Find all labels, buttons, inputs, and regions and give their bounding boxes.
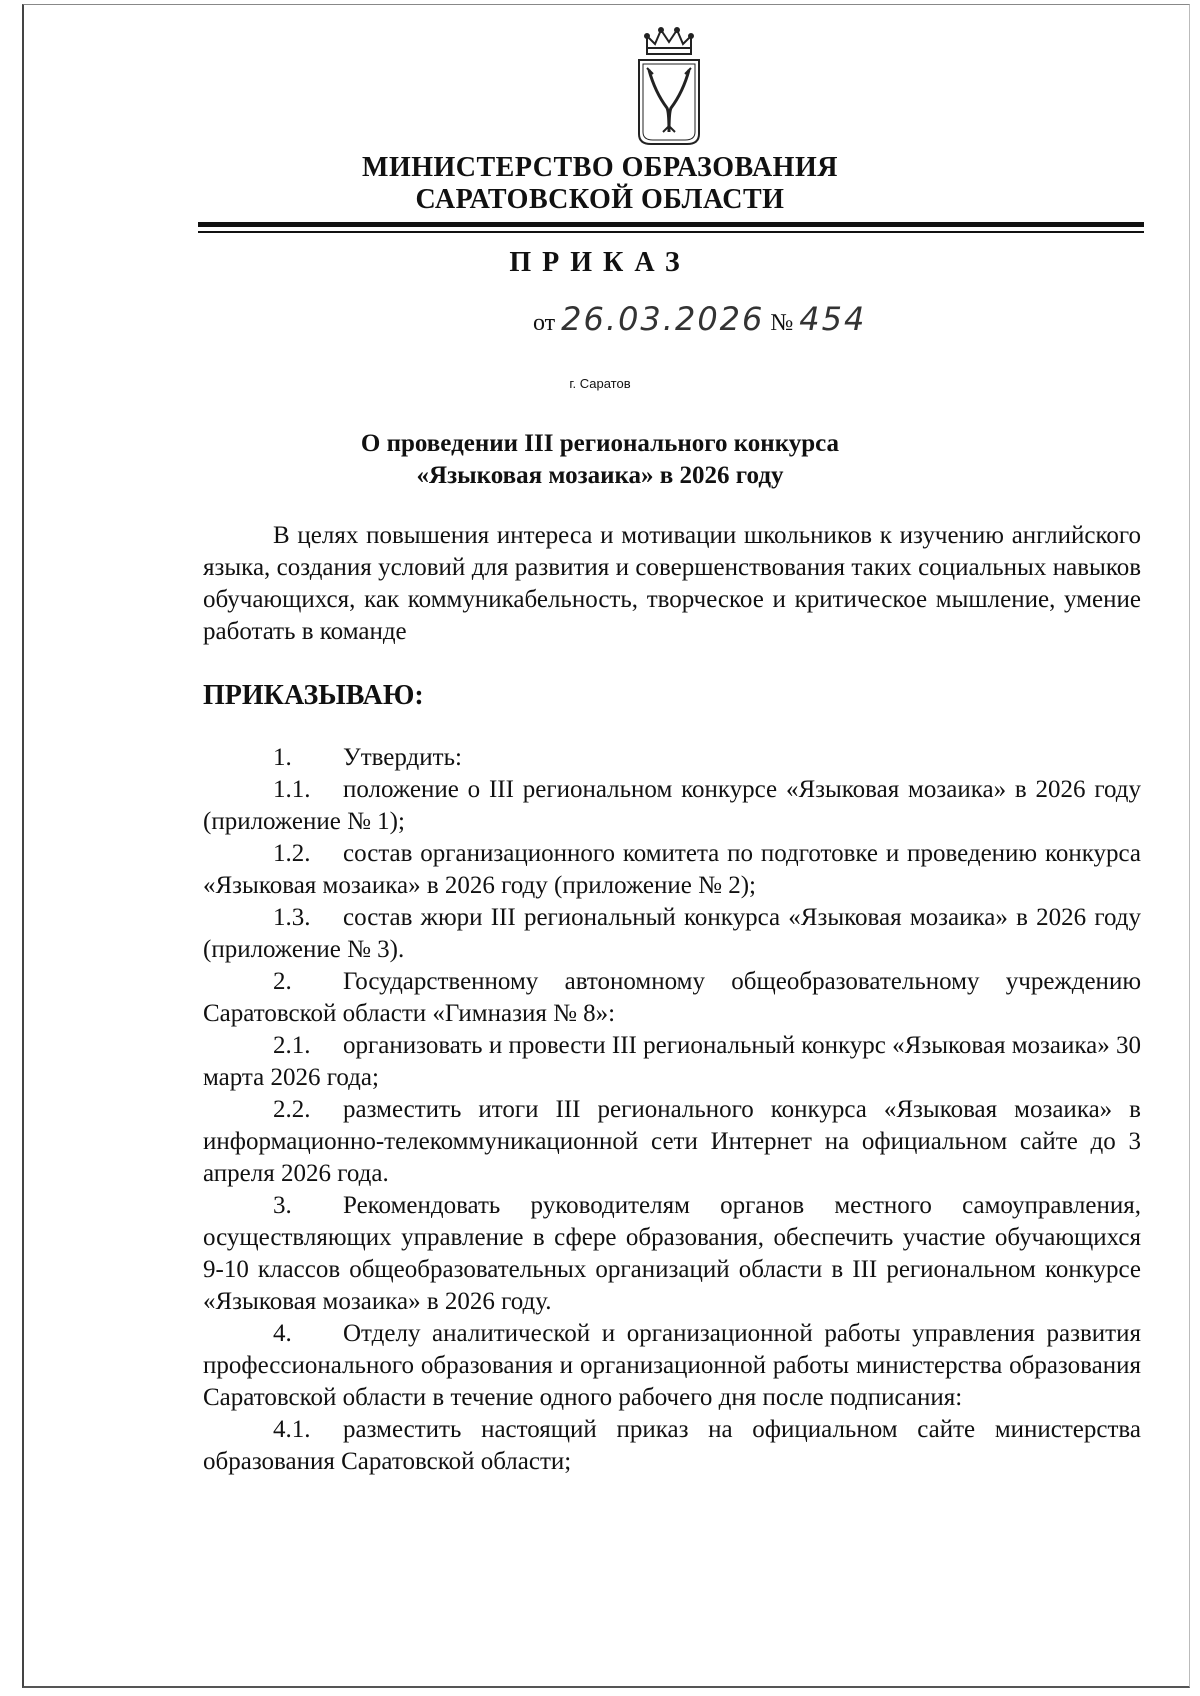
item-text: организовать и провести III региональный конкурс «Языковая мозаика» 30 марта 2026 года; xyxy=(203,1032,1141,1091)
coat-of-arms-emblem xyxy=(633,22,705,150)
number-prefix: № xyxy=(770,310,794,336)
order-items-list xyxy=(203,742,1141,1478)
document-type-heading: ПРИКАЗ xyxy=(509,247,691,278)
item-number: 2.1. xyxy=(273,1032,311,1059)
header-rule-thick xyxy=(198,222,1144,227)
item-text: Утвердить: xyxy=(343,744,462,771)
list-item xyxy=(203,1414,1141,1478)
item-number: 3. xyxy=(273,1192,292,1219)
city-label: г. Саратов xyxy=(569,376,631,391)
list-item xyxy=(203,1190,1141,1318)
item-number: 1.3. xyxy=(273,904,311,931)
date-number-line xyxy=(533,300,866,338)
item-text: Государственному автономному общеобразовательному учреждению Саратовской области «Гимназия № 8»: xyxy=(203,968,1141,1027)
list-item xyxy=(203,902,1141,966)
preamble-paragraph: В целях повышения интереса и мотивации школьников к изучению английского языка, создания условий для развития и совершенствования таких социальных навыков обучающихся, как коммуникабельность, творческое и критическое мышление, умение работать в команде xyxy=(203,522,1141,645)
header-rule-thin xyxy=(198,231,1144,233)
item-text: состав организационного комитета по подготовке и проведению конкурса «Языковая мозаика» в 2026 году (приложение № 2); xyxy=(203,840,1141,899)
number-handwritten: 454 xyxy=(799,300,867,338)
item-number: 2.2. xyxy=(273,1096,311,1123)
date-handwritten: 26.03.2026 xyxy=(561,300,765,338)
preamble-block xyxy=(203,520,1141,648)
item-number: 4.1. xyxy=(273,1416,311,1443)
item-number: 1.2. xyxy=(273,840,311,867)
list-item xyxy=(203,1030,1141,1094)
list-item xyxy=(203,1318,1141,1414)
date-prefix: от xyxy=(533,310,556,336)
item-text: Отделу аналитической и организационной работы управления развития профессионального образования и организационной работы министерства образования Саратовской области в течение одного рабочего дня после подписания: xyxy=(203,1320,1141,1411)
item-text: положение о III региональном конкурсе «Языковая мозаика» в 2026 году (приложение № 1); xyxy=(203,776,1141,835)
subject-title-line1: О проведении III регионального конкурса xyxy=(360,430,840,457)
item-number: 1.1. xyxy=(273,776,311,803)
ministry-title-line1: МИНИСТЕРСТВО ОБРАЗОВАНИЯ xyxy=(362,152,838,183)
item-number: 4. xyxy=(273,1320,292,1347)
ministry-title-line2: САРАТОВСКОЙ ОБЛАСТИ xyxy=(415,184,785,215)
item-text: разместить настоящий приказ на официальном сайте министерства образования Саратовской области; xyxy=(203,1416,1141,1475)
item-text: Рекомендовать руководителям органов местного самоуправления, осуществляющих управление в сфере образования, обеспечить участие обучающихся 9-10 классов общеобразовательных организаций области в III региональном конкурсе «Языковая мозаика» в 2026 году. xyxy=(203,1192,1141,1315)
item-text: состав жюри III региональный конкурса «Языковая мозаика» в 2026 году (приложение № 3). xyxy=(203,904,1141,963)
list-item xyxy=(203,774,1141,838)
list-item xyxy=(203,838,1141,902)
list-item xyxy=(203,966,1141,1030)
ordered-heading: ПРИКАЗЫВАЮ: xyxy=(203,680,424,711)
list-item xyxy=(203,742,1141,774)
list-item xyxy=(203,1094,1141,1190)
subject-title-line2: «Языковая мозаика» в 2026 году xyxy=(416,462,784,489)
item-text: разместить итоги III регионального конкурса «Языковая мозаика» в информационно-телекоммуникационной сети Интернет на официальном сайте до 3 апреля 2026 года. xyxy=(203,1096,1141,1187)
item-number: 2. xyxy=(273,968,292,995)
item-number: 1. xyxy=(273,744,292,771)
